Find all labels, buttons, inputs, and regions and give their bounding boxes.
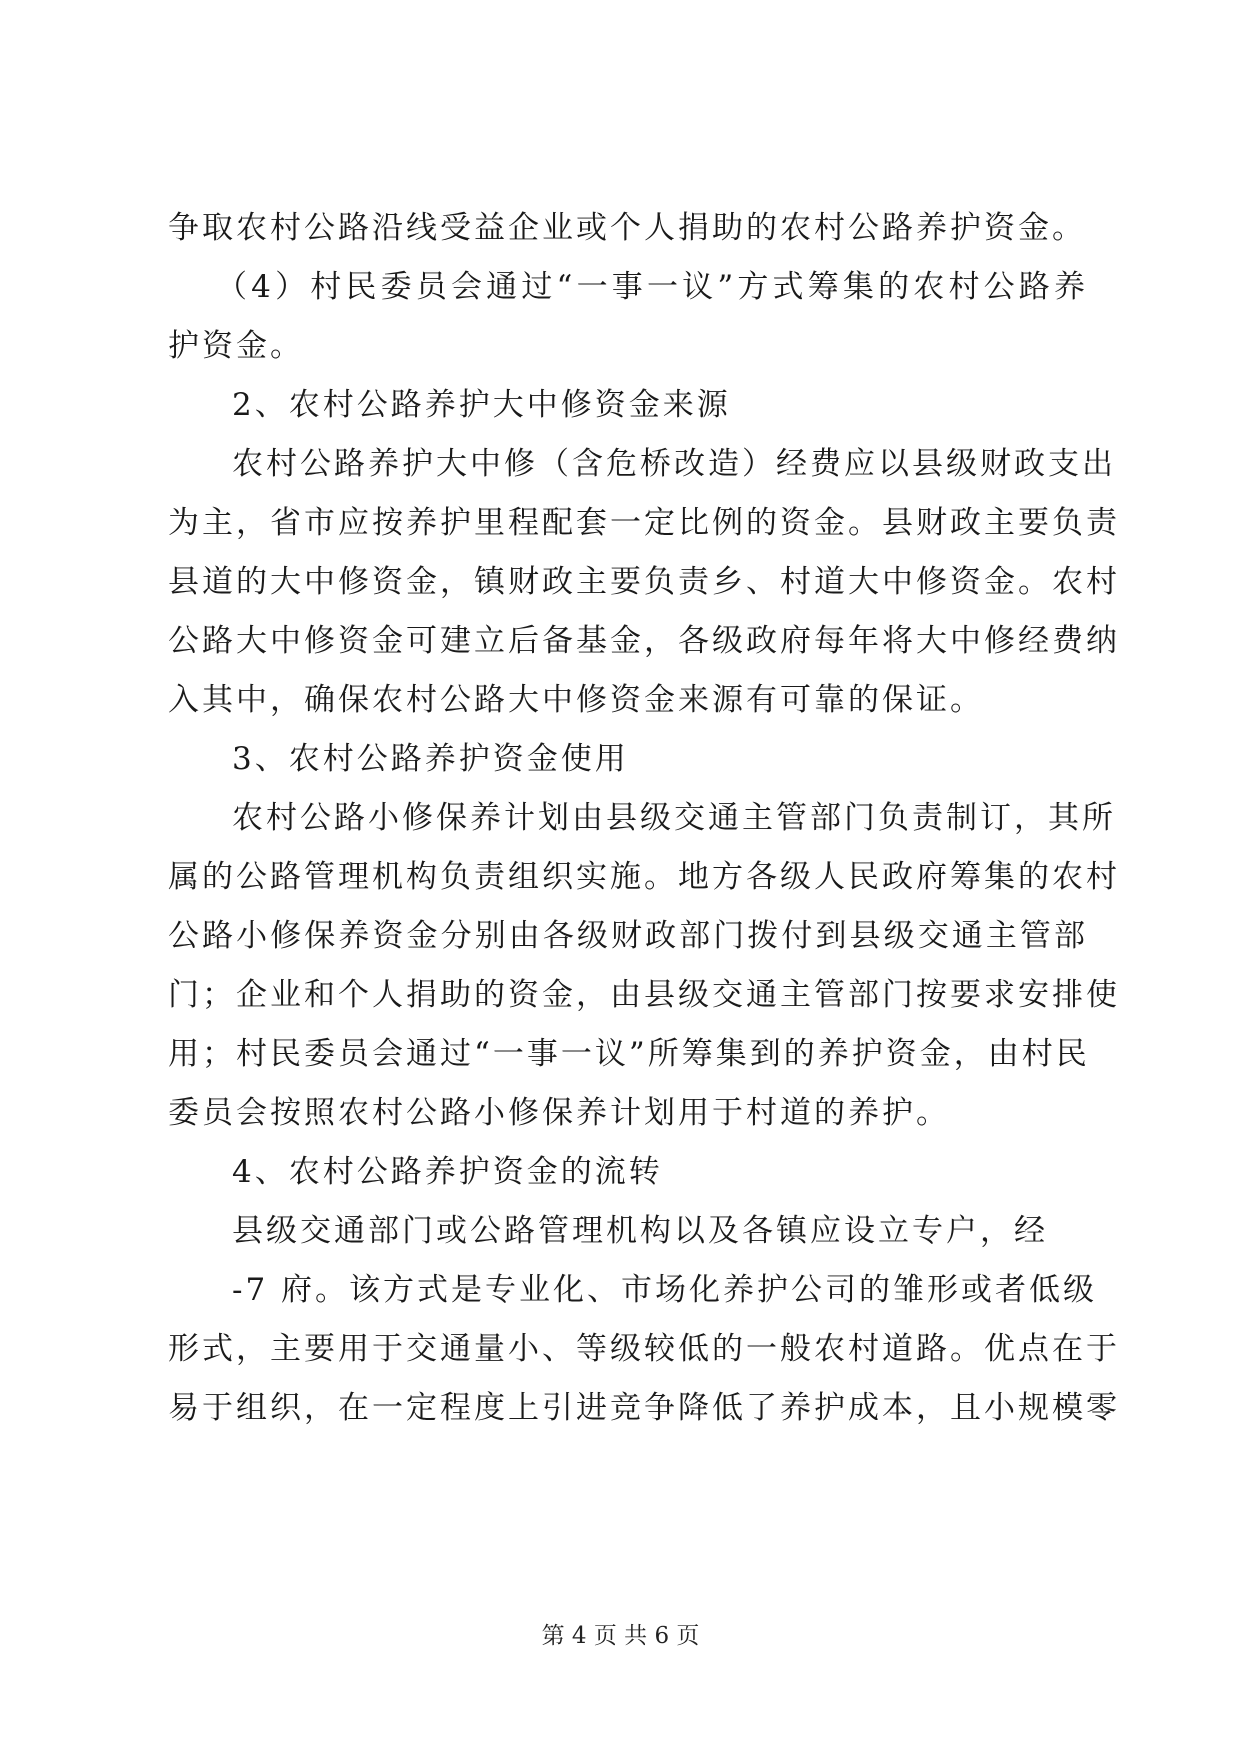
text-line: 属的公路管理机构负责组织实施。地方各级人民政府筹集的农村 (168, 859, 1120, 895)
text-line: 易于组织，在一定程度上引进竞争降低了养护成本，且小规模零 (168, 1390, 1120, 1426)
section-heading: 3、农村公路养护资金使用 (232, 741, 629, 777)
text-line: 护资金。 (168, 328, 304, 364)
text-line: 公路小修保养资金分别由各级财政部门拨付到县级交通主管部 (168, 918, 1088, 954)
text-line: 县道的大中修资金，镇财政主要负责乡、村道大中修资金。农村 (168, 564, 1120, 600)
text-line: 委员会按照农村公路小修保养计划用于村道的养护。 (168, 1095, 950, 1131)
text-line: 用；村民委员会通过“一事一议”所筹集到的养护资金，由村民 (168, 1036, 1090, 1072)
text-line: （4）村民委员会通过“一事一议”方式筹集的农村公路养 (216, 269, 1088, 305)
section-heading: 2、农村公路养护大中修资金来源 (232, 387, 731, 423)
text-line: 为主，省市应按养护里程配套一定比例的资金。县财政主要负责 (168, 505, 1120, 541)
text-line: 争取农村公路沿线受益企业或个人捐助的农村公路养护资金。 (168, 210, 1086, 246)
text-line: 公路大中修资金可建立后备基金，各级政府每年将大中修经费纳 (168, 623, 1120, 659)
text-line: 门；企业和个人捐助的资金，由县级交通主管部门按要求安排使 (168, 977, 1120, 1013)
text-line: 形式，主要用于交通量小、等级较低的一般农村道路。优点在于 (168, 1331, 1120, 1367)
text-line: 农村公路养护大中修（含危桥改造）经费应以县级财政支出 (232, 446, 1116, 482)
text-line: -7 府。该方式是专业化、市场化养护公司的雏形或者低级 (232, 1272, 1098, 1308)
text-line: 农村公路小修保养计划由县级交通主管部门负责制订，其所 (232, 800, 1116, 836)
section-heading: 4、农村公路养护资金的流转 (232, 1154, 663, 1190)
text-line: 入其中，确保农村公路大中修资金来源有可靠的保证。 (168, 682, 984, 718)
page-footer: 第 4 页 共 6 页 (541, 1623, 700, 1649)
text-line: 县级交通部门或公路管理机构以及各镇应设立专户，经 (232, 1213, 1048, 1249)
